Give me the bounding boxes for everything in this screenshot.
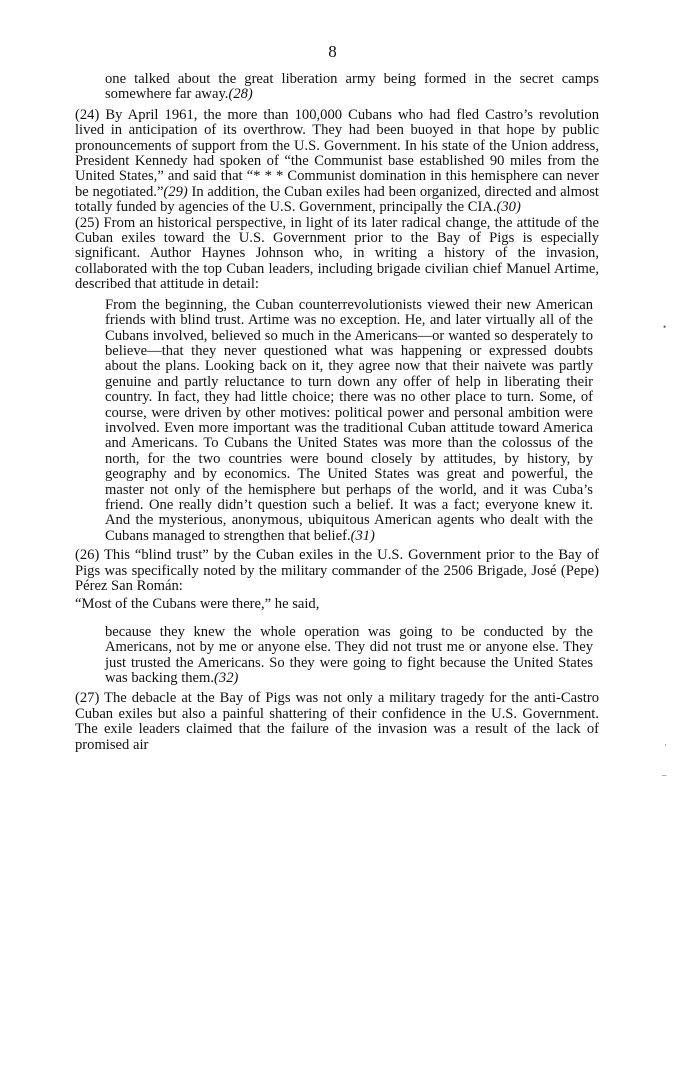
paragraph-24 <box>75 108 599 216</box>
body-text <box>75 72 599 753</box>
paragraph-text: (25) From an historical perspective, in light of its later radical change, the attitude of the Cuban exiles toward the U.S. Government prior to the Bay of Pigs is especially significant. Author Haynes Johnson who, in writing a history of the invasion, collaborated with the top Cuban leaders, including brigade civilian chief Manuel Artime, described that attitude in detail: <box>75 214 599 293</box>
paragraph-27 <box>75 691 599 753</box>
quote-text: From the beginning, the Cuban counterrevolutionists viewed their new American friends with blind trust. Artime was no exception. He, and later virtually all of the Cubans involved, believed so much in the Americans—or wanted so desperately to believe—that they never questioned what was happening or expressed doubts about the plans. Looking back on it, they agree now that their naivete was partly genuine and partly reluctance to turn down any offer of help in liberating their country. In fact, they had little choice; there was no other place to turn. Some, of course, were driven by other motives: political power and personal ambition were involved. Even more important was the traditional Cuban attitude toward America and Americans. To Cubans the United States was more than the colossus of the north, for the two countries were bound closely by attitudes, by history, by geography and by economics. The United States was great and powerful, the master not only of the hemisphere but perhaps of the world, and it was Cuba’s friend. One really didn’t question such a belief. It was a fact; everyone knew it. And the mysterious, anonymous, ubiquitous American agents who dealt with the Cubans managed to strengthen that belief. <box>105 296 593 544</box>
paragraph-text: (26) This “blind trust” by the Cuban exiles in the U.S. Government prior to the Bay of Pigs was specifically noted by the military commander of the 2506 Brigade, José (Pepe) Pérez San Román: <box>75 547 599 594</box>
paragraph-text: (27) The debacle at the Bay of Pigs was not only a military tragedy for the anti-Castro Cuban exiles but also a painful shattering of their confidence in the U.S. Government. The exile leaders claimed that the failure of the invasion was a result of the lack of promised air <box>75 690 599 753</box>
margin-mark-dot: • <box>663 322 667 332</box>
paragraph-text: In addition, the Cuban exiles had been organized, directed and almost totally funded by agencies of the U.S. Government, principally the CIA. <box>75 183 599 216</box>
citation: (32) <box>214 670 239 687</box>
margin-mark-dash: – <box>662 770 667 780</box>
paragraph-25 <box>75 216 599 293</box>
block-quote-johnson <box>105 298 593 545</box>
quote-text: because they knew the whole operation was going to be conducted by the Americans, not by me or anyone else. They did not trust me or anyone else. They just trusted the Americans. So they were going to fight because the United States was backing them. <box>105 623 593 687</box>
page-number: 8 <box>328 42 337 61</box>
paragraph-text: “Most of the Cubans were there,” he said, <box>75 596 320 613</box>
paragraph-26 <box>75 548 599 594</box>
block-quote-san-roman <box>105 625 593 687</box>
paragraph-text: one talked about the great liberation army being formed in the secret camps somewhere far away. <box>105 71 599 103</box>
citation: (28) <box>228 86 253 103</box>
quote-lead-san-roman <box>75 597 599 612</box>
margin-mark-dot: · <box>664 740 667 750</box>
citation: (31) <box>350 527 375 544</box>
citation: (30) <box>496 199 521 216</box>
paragraph-text: (24) By April 1961, the more than 100,000 Cubans who had fled Castro’s revolution lived in anticipation of its overthrow. They had been buoyed in that hope by public pronouncements of support from the U.S. Government. In his state of the Union address, President Kennedy had spoken of “the Communist base established 90 miles from the United States,” and said that “* * * Communist domination in this hemisphere can never be negotiated.” <box>75 106 599 200</box>
citation: (29) <box>163 183 188 200</box>
paragraph-continued <box>75 72 599 103</box>
